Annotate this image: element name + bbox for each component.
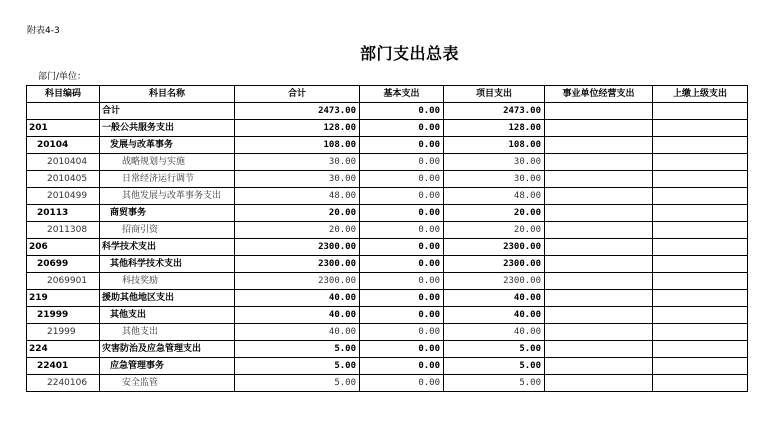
cell-total: 40.00 — [235, 290, 360, 307]
cell-basic: 0.00 — [360, 154, 444, 171]
cell-business — [545, 171, 653, 188]
cell-basic: 0.00 — [360, 171, 444, 188]
cell-project: 2300.00 — [444, 273, 545, 290]
column-header-code: 科目编码 — [27, 86, 100, 103]
cell-upper — [653, 375, 748, 392]
cell-total: 5.00 — [235, 341, 360, 358]
cell-upper — [653, 137, 748, 154]
table-row — [27, 273, 748, 290]
table-row — [27, 103, 748, 120]
cell-project: 20.00 — [444, 222, 545, 239]
cell-total: 20.00 — [235, 205, 360, 222]
table-row — [27, 290, 748, 307]
table-row — [27, 358, 748, 375]
cell-upper — [653, 256, 748, 273]
attachment-label: 附表4-3 — [27, 26, 60, 36]
cell-business — [545, 188, 653, 205]
cell-total: 2300.00 — [235, 239, 360, 256]
cell-total: 30.00 — [235, 154, 360, 171]
cell-upper — [653, 154, 748, 171]
cell-project: 2473.00 — [444, 103, 545, 120]
cell-name: 其他科学技术支出 — [100, 256, 235, 273]
cell-name: 其他支出 — [100, 324, 235, 341]
cell-code: 2010405 — [27, 171, 100, 188]
cell-total: 2300.00 — [235, 256, 360, 273]
cell-name: 应急管理事务 — [100, 358, 235, 375]
cell-upper — [653, 324, 748, 341]
cell-business — [545, 358, 653, 375]
cell-upper — [653, 222, 748, 239]
cell-project: 108.00 — [444, 137, 545, 154]
cell-code: 20699 — [27, 256, 100, 273]
cell-business — [545, 137, 653, 154]
cell-name: 灾害防治及应急管理支出 — [100, 341, 235, 358]
cell-total: 5.00 — [235, 375, 360, 392]
cell-basic: 0.00 — [360, 290, 444, 307]
cell-code: 20104 — [27, 137, 100, 154]
table-row — [27, 324, 748, 341]
cell-code: 2069901 — [27, 273, 100, 290]
cell-total: 2473.00 — [235, 103, 360, 120]
cell-name: 安全监管 — [100, 375, 235, 392]
table-row — [27, 137, 748, 154]
cell-name: 一般公共服务支出 — [100, 120, 235, 137]
cell-project: 20.00 — [444, 205, 545, 222]
cell-total: 20.00 — [235, 222, 360, 239]
expenditure-table — [26, 85, 748, 392]
cell-upper — [653, 341, 748, 358]
cell-basic: 0.00 — [360, 188, 444, 205]
table-row — [27, 222, 748, 239]
cell-project: 30.00 — [444, 154, 545, 171]
cell-code: 206 — [27, 239, 100, 256]
cell-basic: 0.00 — [360, 358, 444, 375]
table-row — [27, 375, 748, 392]
cell-basic: 0.00 — [360, 239, 444, 256]
cell-business — [545, 120, 653, 137]
cell-business — [545, 239, 653, 256]
cell-basic: 0.00 — [360, 120, 444, 137]
cell-upper — [653, 239, 748, 256]
cell-code: 201 — [27, 120, 100, 137]
cell-basic: 0.00 — [360, 375, 444, 392]
cell-total: 48.00 — [235, 188, 360, 205]
column-header-basic: 基本支出 — [360, 86, 444, 103]
table-row — [27, 239, 748, 256]
cell-code: 2010499 — [27, 188, 100, 205]
column-header-name: 科目名称 — [100, 86, 235, 103]
cell-code: 21999 — [27, 324, 100, 341]
table-header-row — [27, 86, 748, 103]
cell-business — [545, 273, 653, 290]
cell-basic: 0.00 — [360, 137, 444, 154]
table-row — [27, 154, 748, 171]
cell-upper — [653, 273, 748, 290]
cell-upper — [653, 171, 748, 188]
cell-upper — [653, 290, 748, 307]
cell-basic: 0.00 — [360, 103, 444, 120]
cell-project: 128.00 — [444, 120, 545, 137]
cell-project: 2300.00 — [444, 256, 545, 273]
cell-code: 22401 — [27, 358, 100, 375]
cell-upper — [653, 120, 748, 137]
cell-name: 日常经济运行调节 — [100, 171, 235, 188]
cell-business — [545, 307, 653, 324]
cell-total: 30.00 — [235, 171, 360, 188]
column-header-business: 事业单位经营支出 — [545, 86, 653, 103]
cell-name: 发展与改革事务 — [100, 137, 235, 154]
cell-total: 108.00 — [235, 137, 360, 154]
cell-project: 40.00 — [444, 324, 545, 341]
cell-code: 2240106 — [27, 375, 100, 392]
cell-name: 其他发展与改革事务支出 — [100, 188, 235, 205]
cell-basic: 0.00 — [360, 341, 444, 358]
cell-basic: 0.00 — [360, 205, 444, 222]
table-row — [27, 171, 748, 188]
cell-business — [545, 290, 653, 307]
cell-code: 21999 — [27, 307, 100, 324]
column-header-total: 合计 — [235, 86, 360, 103]
cell-total: 128.00 — [235, 120, 360, 137]
table-row — [27, 307, 748, 324]
cell-basic: 0.00 — [360, 222, 444, 239]
cell-business — [545, 341, 653, 358]
cell-name: 其他支出 — [100, 307, 235, 324]
cell-code: 2010404 — [27, 154, 100, 171]
cell-basic: 0.00 — [360, 324, 444, 341]
page-title: 部门支出总表 — [360, 44, 460, 63]
cell-project: 5.00 — [444, 341, 545, 358]
cell-business — [545, 222, 653, 239]
cell-upper — [653, 103, 748, 120]
table-row — [27, 205, 748, 222]
table-row — [27, 120, 748, 137]
cell-project: 48.00 — [444, 188, 545, 205]
cell-business — [545, 103, 653, 120]
cell-project: 2300.00 — [444, 239, 545, 256]
department-label: 部门/单位： — [38, 72, 87, 82]
cell-total: 5.00 — [235, 358, 360, 375]
cell-business — [545, 256, 653, 273]
cell-basic: 0.00 — [360, 273, 444, 290]
table-row — [27, 341, 748, 358]
cell-project: 5.00 — [444, 358, 545, 375]
cell-upper — [653, 188, 748, 205]
table-row — [27, 256, 748, 273]
column-header-upper: 上缴上级支出 — [653, 86, 748, 103]
cell-basic: 0.00 — [360, 307, 444, 324]
cell-code: 219 — [27, 290, 100, 307]
cell-total: 2300.00 — [235, 273, 360, 290]
cell-project: 30.00 — [444, 171, 545, 188]
cell-code: 224 — [27, 341, 100, 358]
cell-upper — [653, 205, 748, 222]
cell-upper — [653, 307, 748, 324]
cell-code: 20113 — [27, 205, 100, 222]
cell-name: 招商引资 — [100, 222, 235, 239]
cell-name: 战略规划与实施 — [100, 154, 235, 171]
cell-business — [545, 324, 653, 341]
cell-name: 科技奖励 — [100, 273, 235, 290]
cell-project: 40.00 — [444, 307, 545, 324]
cell-name: 科学技术支出 — [100, 239, 235, 256]
cell-business — [545, 205, 653, 222]
cell-business — [545, 375, 653, 392]
cell-name: 商贸事务 — [100, 205, 235, 222]
cell-code — [27, 103, 100, 120]
cell-project: 5.00 — [444, 375, 545, 392]
cell-total: 40.00 — [235, 324, 360, 341]
cell-upper — [653, 358, 748, 375]
table-row — [27, 188, 748, 205]
cell-project: 40.00 — [444, 290, 545, 307]
cell-name: 援助其他地区支出 — [100, 290, 235, 307]
column-header-project: 项目支出 — [444, 86, 545, 103]
cell-code: 2011308 — [27, 222, 100, 239]
cell-business — [545, 154, 653, 171]
cell-basic: 0.00 — [360, 256, 444, 273]
cell-name: 合计 — [100, 103, 235, 120]
cell-total: 40.00 — [235, 307, 360, 324]
